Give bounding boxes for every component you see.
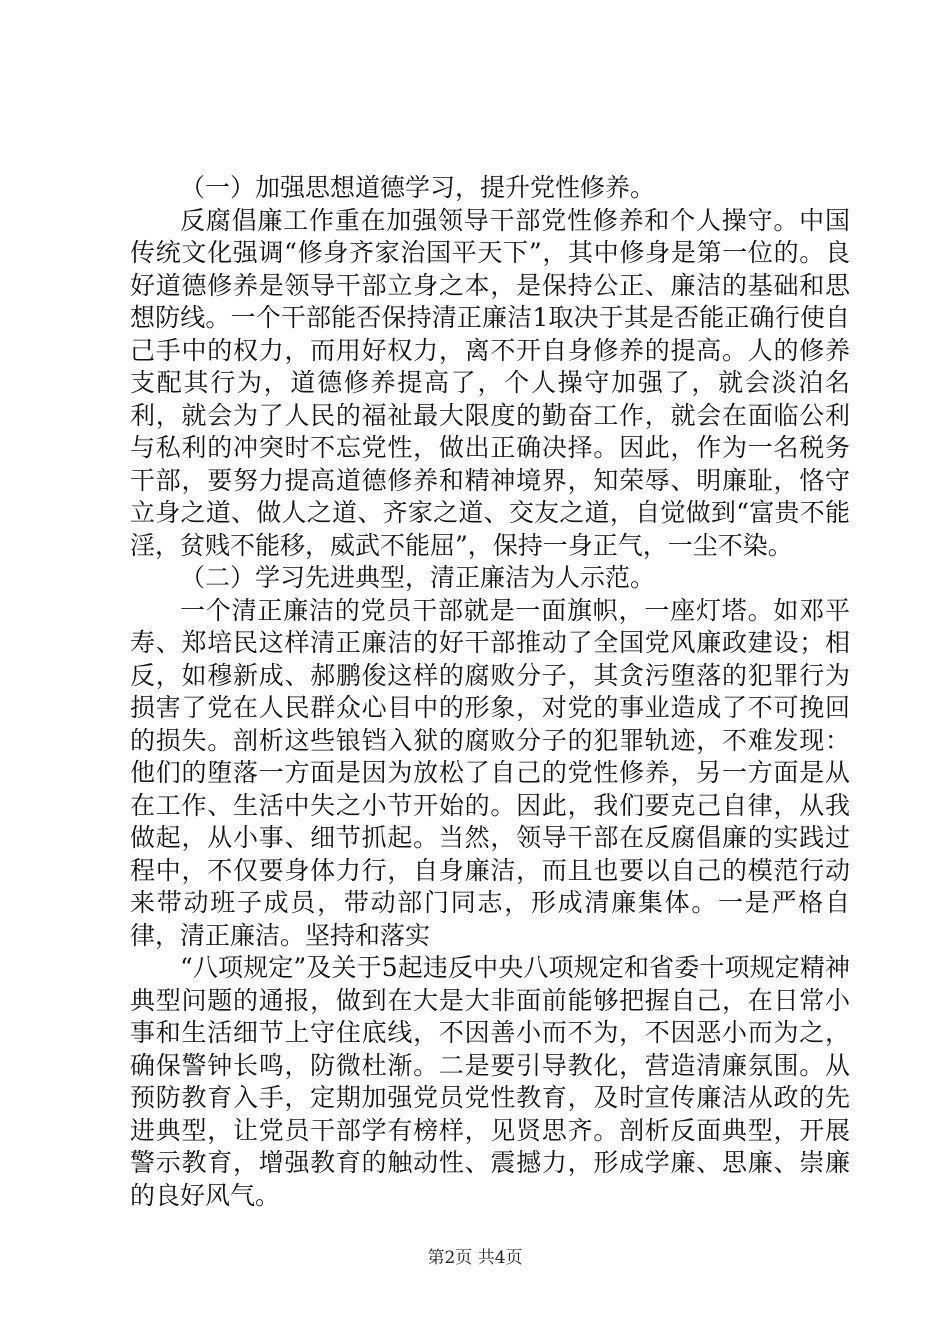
section-heading-2: （二）学习先进典型，清正廉洁为人示范。 xyxy=(180,563,656,592)
section-heading-1: （一）加强思想道德学习，提升党性修养。 xyxy=(180,173,656,202)
document-body xyxy=(130,172,850,1212)
page-number-footer: 第2页 共4页 xyxy=(427,1248,523,1268)
body-paragraph-3: “八项规定”及关于5起违反中央八项规定和省委十项规定精神典型问题的通报，做到在大是大非面前能够把握自己，在日常小事和生活细节上守住底线，不因善小而不为，不因恶小而为之，确保警钟长鸣，防微杜渐。二是要引导教化，营造清廉氛围。从预防教育入手，定期加强党员党性教育，及时宣传廉洁从政的先进典型，让党员干部学有榜样，见贤思齐。剖析反面典型，开展警示教育，增强教育的触动性、震撼力，形成学廉、思廉、崇廉的良好风气。 xyxy=(130,953,850,1210)
body-paragraph-2: 一个清正廉洁的党员干部就是一面旗帜，一座灯塔。如邓平寿、郑培民这样清正廉洁的好干部推动了全国党风廉政建设；相反，如穆新成、郝鹏俊这样的腐败分子，其贪污堕落的犯罪行为损害了党在人民群众心目中的形象，对党的事业造成了不可挽回的损失。剖析这些锒铛入狱的腐败分子的犯罪轨迹，不难发现：他们的堕落一方面是因为放松了自己的党性修养，另一方面是从在工作、生活中失之小节开始的。因此，我们要克己自律，从我做起，从小事、细节抓起。当然，领导干部在反腐倡廉的实践过程中，不仅要身体力行，自身廉洁，而且也要以自己的模范行动来带动班子成员，带动部门同志，形成清廉集体。一是严格自律，清正廉洁。坚持和落实 xyxy=(130,595,850,950)
body-paragraph-1: 反腐倡廉工作重在加强领导干部党性修养和个人操守。中国传统文化强调“修身齐家治国平天下”，其中修身是第一位的。良好道德修养是领导干部立身之本，是保持公正、廉洁的基础和思想防线。一个干部能否保持清正廉洁1取决于其是否能正确行使自己手中的权力，而用好权力，离不开自身修养的提高。人的修养支配其行为，道德修养提高了，个人操守加强了，就会淡泊名利，就会为了人民的福祉最大限度的勤奋工作，就会在面临公利与私利的冲突时不忘党性，做出正确决择。因此，作为一名税务干部，要努力提高道德修养和精神境界，知荣辱、明廉耻，恪守立身之道、做人之道、齐家之道、交友之道，自觉做到“富贵不能淫，贫贱不能移，威武不能屈”，保持一身正气，一尘不染。 xyxy=(130,205,850,560)
